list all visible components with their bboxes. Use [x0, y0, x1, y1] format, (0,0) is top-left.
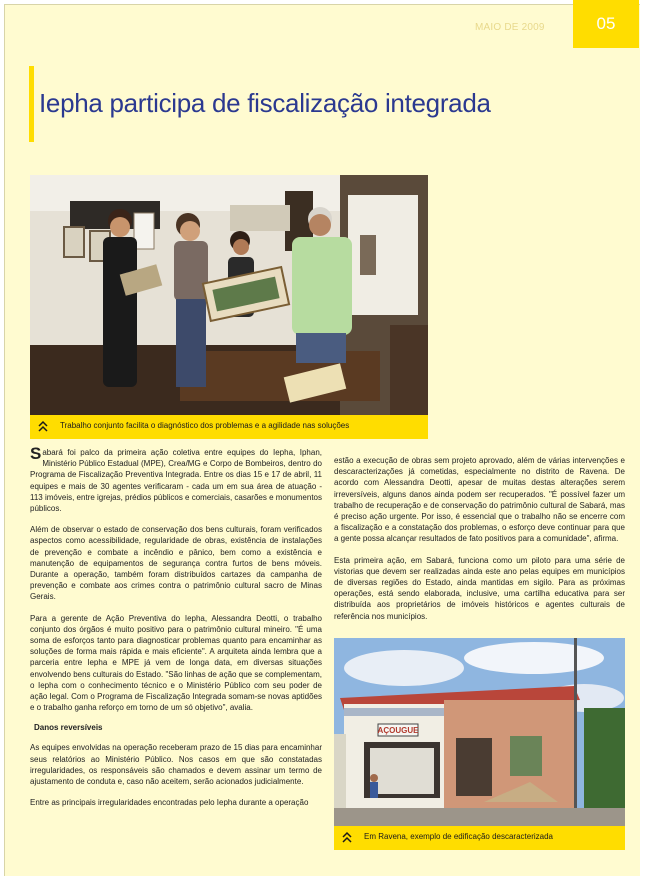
- section-subheading: Danos reversíveis: [34, 723, 103, 733]
- issue-date: MAIO DE 2009: [475, 22, 545, 33]
- paragraph: As equipes envolvidas na operação receberam prazo de 15 dias para encaminhar seus relatórios ao Ministério Público. Nos casos em que são constatadas irregularidades, os responsáveis são chamados e devem assinar um termo de ajustamento de conduta e, caso não aceitem, serão acionados judicialmente.: [30, 743, 322, 787]
- paragraph: [30, 444, 322, 514]
- caption-arrow-icon: [342, 831, 352, 845]
- article-column-right: [334, 455, 625, 632]
- page-edge: [640, 4, 649, 876]
- paragraph: estão a execução de obras sem projeto aprovado, além de várias intervenções e descaracterizações já cometidas, especialmente no distrito de Ravena. De acordo com Alessandra Deotti, apesar de muitas destas alterações serem irreversíveis, alguns danos ainda podem ser recuperados. "É possível fazer um trabalho de recuperação e de conservação do patrimônio cultural de Sabará, mas é preciso ação urgente. Por isso, é essencial que o trabalho não se encerre com a fiscalização e a constatação dos problemas, o esforço deve continuar para que a gente possa alcançar resultados de fato positivos para a comunidade", afirma.: [334, 456, 625, 544]
- paragraph: Para a gerente de Ação Preventiva do Iepha, Alessandra Deotti, o trabalho conjunto dos órgãos é muito positivo para o patrimônio cultural mineiro. "É uma soma de esforços tanto para diagnosticar problemas quanto para encaminhar as soluções de forma mais rápida e mais eficiente". A arquiteta ainda lembra que a parceria entre Iepha e MPE já vem de longa data, em diversas situações envolvendo bens culturais do Estado. "São linhas de ação que se complementam, o Iepha com o conhecimento técnico e o Ministério Público com seu poder de ação legal. Com o Programa de Fiscalização Integrada somam-se novas aptidões e o trabalho ganha reforço em torno de um só objetivo", avalia.: [30, 613, 322, 713]
- title-accent-bar: [29, 66, 34, 142]
- page-number-tab: [573, 0, 639, 48]
- paragraph: Além de observar o estado de conservação dos bens culturais, foram verificados aspectos como acessibilidade, regularidade de obras, existência de instalações de prevenção e combate a incêndio e pânico, bem como a existência e manutenção de equipamentos de segurança contra furtos de bens móveis. Durante a operação, também foram distribuídos cartazes da campanha de prevenção e combate aos crimes contra o patrimônio cultural sacro de Minas Gerais.: [30, 525, 322, 602]
- photo-caption-bar: [334, 826, 625, 850]
- page-number: 05: [596, 14, 616, 33]
- article-photo-ravena: [334, 638, 625, 826]
- paragraph-text: abará foi palco da primeira ação coletiva entre equipes do Iepha, Iphan, Ministério Público Estadual (MPE), Crea/MG e Corpo de Bombeiros, dentro do Programa de Fiscalização Preventiva Integrada. Entre os dias 15 e 17 de abril, 11 equipes e mais de 30 agentes verificaram - cada um em sua área de atuação - 113 imóveis, entre igrejas, prédios públicos e comerciais, casarões e monumentos públicos.: [30, 448, 322, 514]
- photo-caption-bar: [30, 415, 428, 439]
- article-column-left: [30, 444, 322, 818]
- caption-arrow-icon: [38, 420, 48, 434]
- paragraph: Entre as principais irregularidades encontradas pelo Iepha durante a operação: [30, 798, 309, 808]
- drop-cap: S: [30, 444, 42, 463]
- article-photo-museum: [30, 175, 428, 415]
- photo-caption: Trabalho conjunto facilita o diagnóstico dos problemas e a agilidade nas soluções: [60, 421, 350, 430]
- storefront-sign: AÇOUGUE: [377, 726, 419, 735]
- paragraph: Esta primeira ação, em Sabará, funciona como um piloto para uma série de vistorias que devem ser realizadas ainda este ano pelas equipes em municípios de diversas regiões do Estado, ainda mantidas em sigilo. Para as próximas operações, está sendo elaborada, inclusive, uma cartilha educativa para ser distribuída aos proprietários de imóveis históricos e agentes culturais de referência nos municípios.: [334, 555, 625, 621]
- photo-caption: Em Ravena, exemplo de edificação descaracterizada: [364, 832, 553, 841]
- article-title: Iepha participa de fiscalização integrada: [39, 88, 491, 118]
